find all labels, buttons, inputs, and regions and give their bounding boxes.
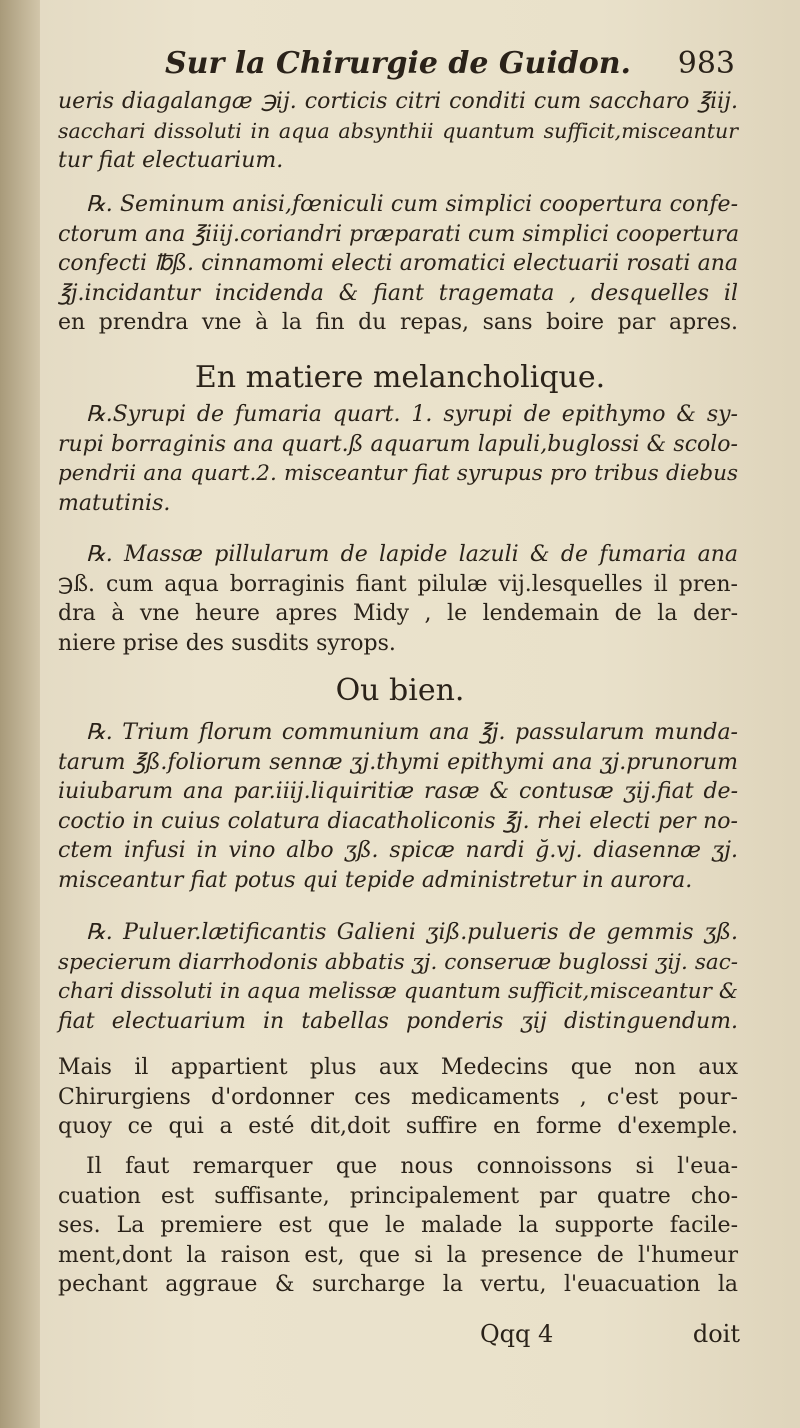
recipe-tragemata: [58, 190, 738, 338]
running-title: Sur la Chirurgie de Guidon.: [165, 46, 631, 81]
paragraph-medecins: [58, 1053, 738, 1142]
text-line: ctem infusi in vino albo ʒß. spicæ nardi ğ.vj. diasennæ ʒj.: [58, 838, 738, 863]
text-line: ueris diagalangæ ℈ij. corticis citri conditi cum saccharo ℥iij.: [58, 89, 738, 114]
text-line: Chirurgiens d'ordonner ces medicaments , c'est pour-: [58, 1084, 738, 1110]
text-line: dra à vne heure apres Midy , le lendemain de la der-: [58, 601, 738, 626]
recipe-pilulae: [58, 540, 738, 658]
catchword: doit: [692, 1320, 740, 1348]
text-line: ℥j.incidantur incidenda & fiant tragemata , desquelles il: [58, 280, 738, 306]
text-line: specierum diarrhodonis abbatis ʒj. conseruæ buglossi ʒij. sac-: [58, 949, 738, 975]
text-line: pendrii ana quart.2. misceantur fiat syrupus pro tribus diebus: [58, 461, 738, 486]
signature-mark: Qqq 4: [480, 1320, 554, 1348]
text-line: ℞. Massæ pillularum de lapide lazuli & de fumaria ana: [86, 542, 738, 567]
text-line: cuation est suffisante, principalement par quatre cho-: [58, 1183, 738, 1209]
recipe-electuarium: [58, 918, 738, 1036]
text-line: quoy ce qui a esté dit,doit suffire en forme d'exemple.: [58, 1114, 738, 1139]
page-footer: [480, 1320, 740, 1348]
paragraph-euacuation: [58, 1152, 738, 1300]
text-line: rupi borraginis ana quart.ß aquarum lapuli,buglossi & scolo-: [58, 431, 738, 457]
page-binding-shadow: [0, 0, 40, 1428]
text-line: matutinis.: [58, 490, 171, 516]
text-line: ℞. Puluer.lætificantis Galieni ʒiß.pulueris de gemmis ʒß.: [86, 920, 738, 945]
text-line: ℈ß. cum aqua borraginis fiant pilulæ vij.lesquelles il pren-: [58, 571, 738, 597]
text-line: fiat electuarium in tabellas ponderis ʒij distinguendum.: [58, 1008, 738, 1034]
text-line: ℞. Trium florum communium ana ℥j. passularum munda-: [86, 720, 738, 745]
text-line: ℞. Seminum anisi,fœniculi cum simplici coopertura confe-: [86, 192, 738, 217]
section-heading-melancholique: En matiere melancholique.: [194, 360, 606, 395]
text-line: iuiubarum ana par.iiij.liquiritiæ rasæ & contusæ ʒij.fiat de-: [58, 779, 738, 804]
text-line: en prendra vne à la fin du repas, sans boire par apres.: [58, 310, 738, 335]
text-line: ses. La premiere est que le malade la supporte facile-: [58, 1213, 738, 1238]
page-number: 983: [677, 46, 735, 81]
running-header: [165, 46, 735, 81]
text-line: ment,dont la raison est, que si la presence de l'humeur: [58, 1242, 738, 1268]
text-line: pechant aggraue & surcharge la vertu, l'euacuation la: [58, 1272, 738, 1297]
text-line: ctorum ana ℥iiij.coriandri præparati cum simplici coopertura: [58, 221, 740, 247]
recipe-syrupus: [58, 400, 738, 518]
section-heading-ou-bien: Ou bien.: [335, 673, 465, 708]
text-line: chari dissoluti in aqua melissæ quantum sufficit,misceantur &: [58, 979, 738, 1004]
text-line: tarum ℥ß.foliorum sennæ ʒj.thymi epithymi ana ʒj.prunorum: [58, 749, 738, 775]
text-line: Mais il appartient plus aux Medecins que non aux: [58, 1055, 738, 1080]
text-line: Il faut remarquer que nous connoissons si l'eua-: [86, 1154, 738, 1179]
text-line: misceantur fiat potus qui tepide administretur in aurora.: [58, 867, 693, 893]
recipe-continuation: [58, 87, 738, 176]
text-line: sacchari dissoluti in aqua absynthii quantum sufficit,misceantur: [58, 118, 738, 143]
text-line: niere prise des susdits syrops.: [58, 630, 396, 656]
text-line: coctio in cuius colatura diacatholiconis ℥j. rhei electi per no-: [58, 808, 738, 834]
recipe-potus: [58, 718, 738, 895]
text-line: ℞.Syrupi de fumaria quart. 1. syrupi de epithymo & sy-: [86, 402, 738, 427]
text-line: tur fiat electuarium.: [58, 148, 284, 173]
text-line: confecti ℔ß. cinnamomi electi aromatici electuarii rosati ana: [58, 251, 738, 276]
